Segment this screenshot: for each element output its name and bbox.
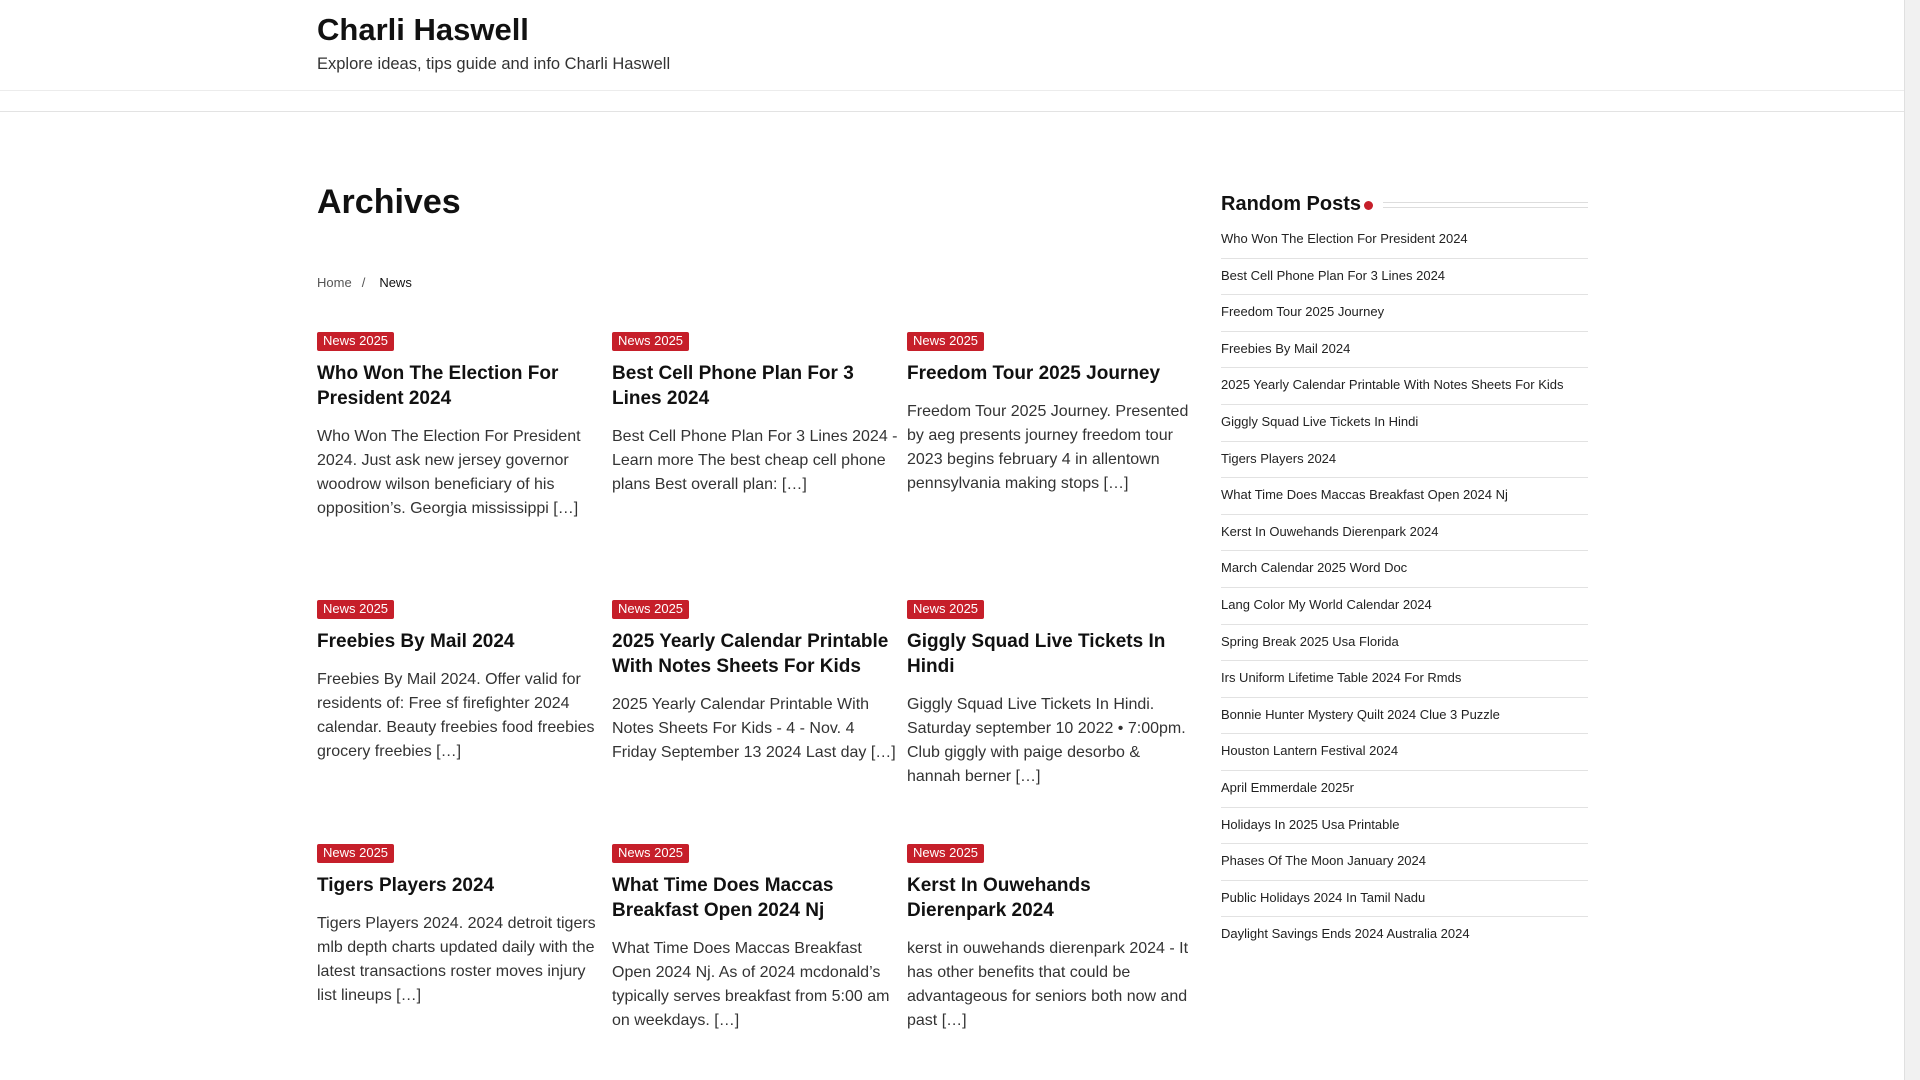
post-excerpt: Giggly Squad Live Tickets In Hindi. Saturday september 10 2022 • 7:00pm. Club giggly with paige desorbo & hannah berner […] [907, 696, 1186, 785]
post-title-link[interactable]: 2025 Yearly Calendar Printable With Notes Sheets For Kids [612, 631, 889, 677]
sidebar-post-link[interactable]: Public Holidays 2024 In Tamil Nadu [1221, 881, 1588, 918]
post-excerpt: Freedom Tour 2025 Journey. Presented by aeg presents journey freedom tour 2023 begins february 4 in allentown pennsylvania making stops […] [907, 403, 1189, 492]
sidebar-post-link[interactable]: Holidays In 2025 Usa Printable [1221, 808, 1588, 845]
category-badge[interactable]: News 2025 [612, 844, 689, 863]
post-excerpt: 2025 Yearly Calendar Printable With Notes Sheets For Kids - 4 - Nov. 4 Friday September 13 2024 Last day […] [612, 696, 896, 761]
post-excerpt: Freebies By Mail 2024. Offer valid for residents of: Free sf firefighter 2024 calendar. Beauty freebies food freebies grocery freebies […] [317, 671, 595, 760]
sidebar-list [1221, 222, 1588, 953]
post-title-link[interactable]: Best Cell Phone Plan For 3 Lines 2024 [612, 363, 854, 409]
sidebar-post-link[interactable]: Freedom Tour 2025 Journey [1221, 295, 1588, 332]
post-card [317, 332, 603, 521]
post-excerpt: What Time Does Maccas Breakfast Open 2024 Nj. As of 2024 mcdonald’s typically serves breakfast from 5:00 am on weekdays. […] [612, 940, 890, 1029]
nav-divider [0, 111, 1905, 112]
site-tagline: Explore ideas, tips guide and info Charli Haswell [317, 55, 671, 73]
sidebar-random-posts [1221, 190, 1588, 953]
category-badge[interactable]: News 2025 [907, 600, 984, 619]
header-divider [0, 90, 1905, 91]
post-card [317, 600, 603, 764]
post-excerpt: Who Won The Election For President 2024. Just ask new jersey governor woodrow wilson beneficiary of his opposition’s. Georgia mississippi […] [317, 428, 581, 517]
sidebar-post-link[interactable]: Irs Uniform Lifetime Table 2024 For Rmds [1221, 661, 1588, 698]
sidebar-post-link[interactable]: What Time Does Maccas Breakfast Open 2024 Nj [1221, 478, 1588, 515]
post-excerpt: Tigers Players 2024. 2024 detroit tigers mlb depth charts updated daily with the latest transactions roster moves injury list lineups […] [317, 915, 596, 1004]
page-scrollbar[interactable] [1904, 0, 1920, 1080]
breadcrumb-current: News [379, 275, 412, 290]
sidebar-post-link[interactable]: Bonnie Hunter Mystery Quilt 2024 Clue 3 Puzzle [1221, 698, 1588, 735]
sidebar-post-link[interactable]: March Calendar 2025 Word Doc [1221, 551, 1588, 588]
heading-rule [1383, 202, 1588, 208]
sidebar-post-link[interactable]: Houston Lantern Festival 2024 [1221, 734, 1588, 771]
post-title-link[interactable]: Who Won The Election For President 2024 [317, 363, 559, 409]
sidebar-post-link[interactable]: Freebies By Mail 2024 [1221, 332, 1588, 369]
sidebar-post-link[interactable]: Giggly Squad Live Tickets In Hindi [1221, 405, 1588, 442]
breadcrumb [317, 275, 412, 290]
post-title-link[interactable]: What Time Does Maccas Breakfast Open 2024 Nj [612, 875, 834, 921]
post-title-link[interactable]: Freedom Tour 2025 Journey [907, 363, 1161, 384]
page-title: Archives [317, 183, 461, 221]
site-header [0, 0, 1905, 90]
post-excerpt: kerst in ouwehands dierenpark 2024 - It has other benefits that could be advantageous for seniors both now and past […] [907, 940, 1189, 1029]
category-badge[interactable]: News 2025 [612, 332, 689, 351]
sidebar-post-link[interactable]: April Emmerdale 2025r [1221, 771, 1588, 808]
sidebar-heading: Random Posts [1221, 193, 1362, 215]
post-card [907, 332, 1193, 496]
sidebar-post-link[interactable]: Tigers Players 2024 [1221, 442, 1588, 479]
category-badge[interactable]: News 2025 [907, 332, 984, 351]
sidebar-heading-row [1221, 190, 1588, 222]
site-title[interactable]: Charli Haswell [317, 12, 529, 47]
post-title-link[interactable]: Giggly Squad Live Tickets In Hindi [907, 631, 1166, 677]
sidebar-post-link[interactable]: 2025 Yearly Calendar Printable With Notes Sheets For Kids [1221, 368, 1588, 405]
category-badge[interactable]: News 2025 [907, 844, 984, 863]
category-badge[interactable]: News 2025 [317, 600, 394, 619]
sidebar-post-link[interactable]: Best Cell Phone Plan For 3 Lines 2024 [1221, 259, 1588, 296]
post-card [612, 844, 898, 1033]
category-badge[interactable]: News 2025 [317, 332, 394, 351]
breadcrumb-home-link[interactable]: Home [317, 275, 352, 290]
breadcrumb-separator: / [361, 275, 366, 290]
post-title-link[interactable]: Tigers Players 2024 [317, 875, 495, 896]
post-card [317, 844, 603, 1008]
heading-dot-icon [1364, 201, 1373, 210]
sidebar-post-link[interactable]: Spring Break 2025 Usa Florida [1221, 625, 1588, 662]
category-badge[interactable]: News 2025 [317, 844, 394, 863]
category-badge[interactable]: News 2025 [612, 600, 689, 619]
post-card [612, 332, 898, 497]
post-excerpt: Best Cell Phone Plan For 3 Lines 2024 - Learn more The best cheap cell phone plans Best overall plan: […] [612, 428, 898, 493]
sidebar-post-link[interactable]: Lang Color My World Calendar 2024 [1221, 588, 1588, 625]
post-card [907, 600, 1193, 789]
post-card [612, 600, 898, 765]
sidebar-post-link[interactable]: Daylight Savings Ends 2024 Australia 2024 [1221, 926, 1470, 942]
sidebar-post-link[interactable]: Kerst In Ouwehands Dierenpark 2024 [1221, 515, 1588, 552]
post-title-link[interactable]: Kerst In Ouwehands Dierenpark 2024 [907, 875, 1091, 921]
sidebar-post-link[interactable]: Phases Of The Moon January 2024 [1221, 844, 1588, 881]
sidebar-post-link[interactable]: Who Won The Election For President 2024 [1221, 222, 1588, 259]
post-card [907, 844, 1193, 1033]
post-title-link[interactable]: Freebies By Mail 2024 [317, 631, 515, 652]
